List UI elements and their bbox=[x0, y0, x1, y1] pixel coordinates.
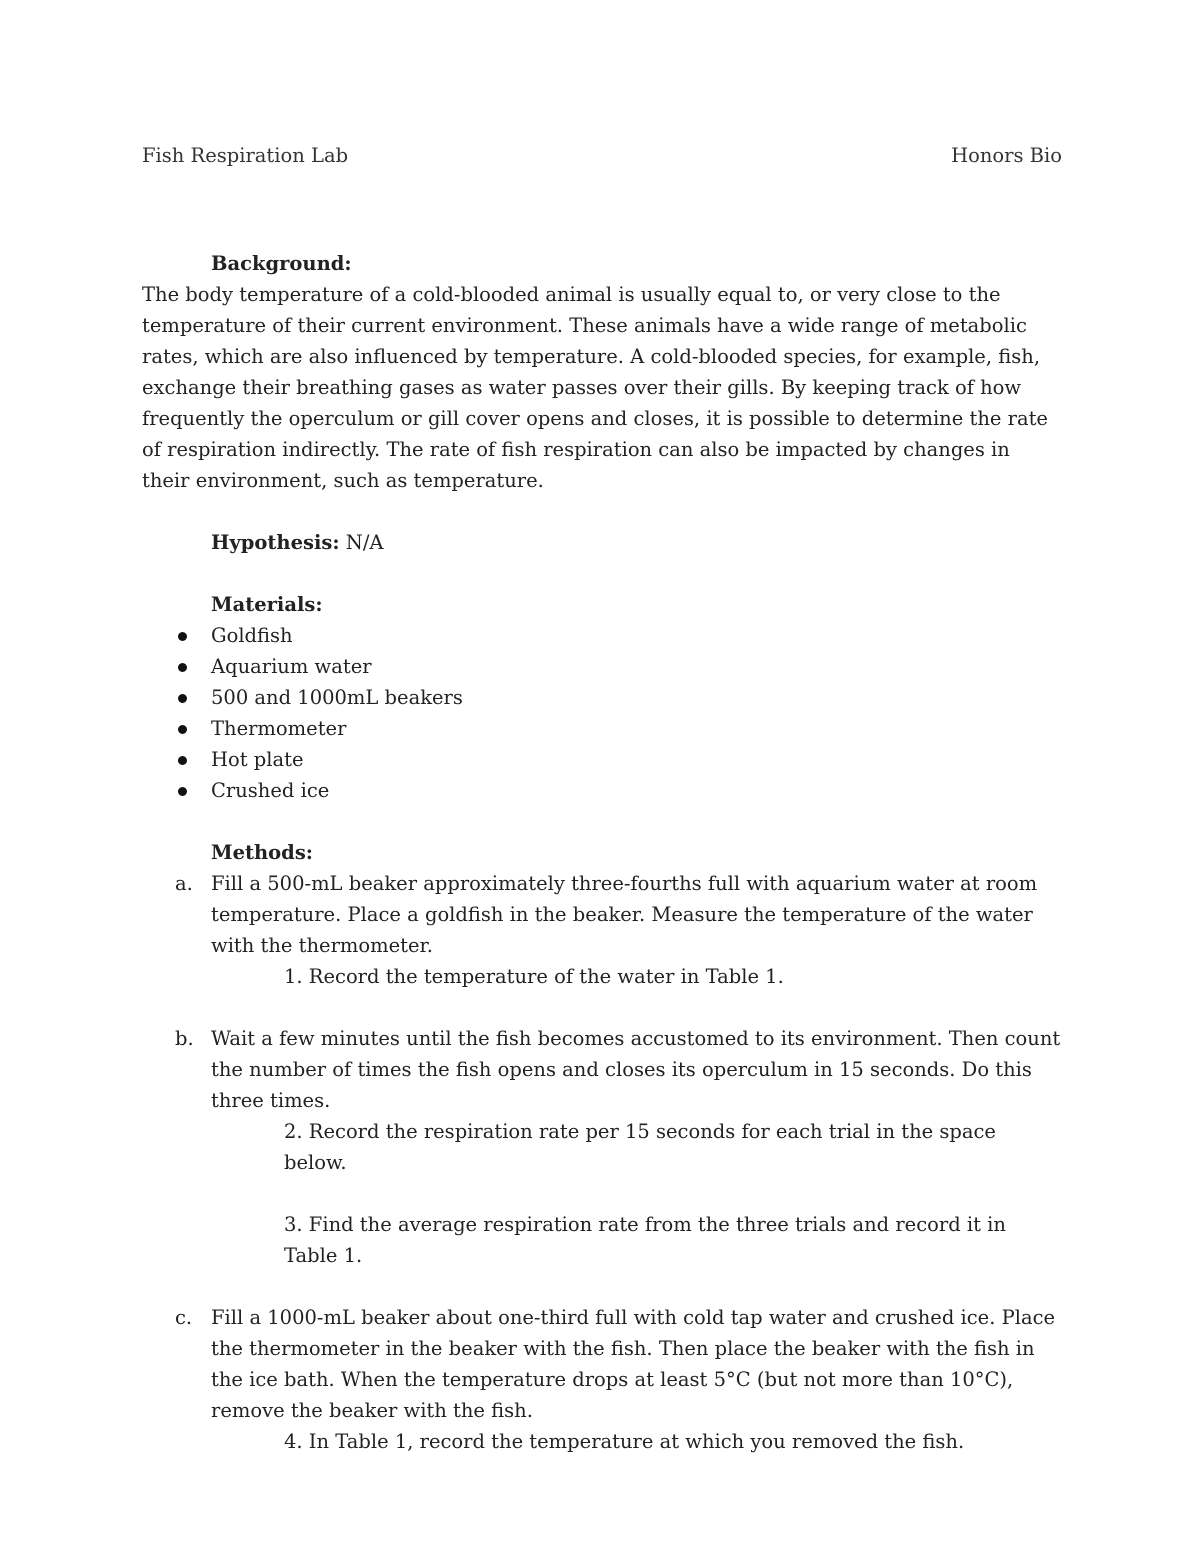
list-item: Goldfish bbox=[142, 620, 1062, 651]
methods-heading: Methods: bbox=[211, 841, 313, 864]
method-step-2: 2. Record the respiration rate per 15 seconds for each trial in the space below. bbox=[284, 1120, 996, 1174]
method-step-1: 1. Record the temperature of the water in Table 1. bbox=[284, 965, 784, 988]
method-a-text: Fill a 500-mL beaker approximately three-fourths full with aquarium water at room temperature. Place a goldfish in the beaker. Measure the temperature of the water with the thermometer. bbox=[211, 872, 1038, 957]
bullet-icon bbox=[178, 632, 187, 641]
bullet-icon bbox=[178, 787, 187, 796]
method-a bbox=[142, 868, 1062, 961]
bullet-icon bbox=[178, 694, 187, 703]
method-step-3: 3. Find the average respiration rate from the three trials and record it in Table 1. bbox=[284, 1213, 1006, 1267]
bullet-icon bbox=[178, 725, 187, 734]
page-header bbox=[142, 140, 1062, 171]
method-c bbox=[142, 1302, 1062, 1426]
method-a-letter: a. bbox=[175, 872, 193, 895]
list-item: Crushed ice bbox=[142, 775, 1062, 806]
list-item: Hot plate bbox=[142, 744, 1062, 775]
hypothesis-value: N/A bbox=[339, 531, 384, 554]
bullet-icon bbox=[178, 663, 187, 672]
method-c-letter: c. bbox=[175, 1306, 193, 1329]
method-c-text: Fill a 1000-mL beaker about one-third full with cold tap water and crushed ice. Place the thermometer in the beaker with the fish. Then place the beaker with the fish in the ice bath. When the temperature drops at least 5°C (but not more than 10°C), remove the beaker with the fish. bbox=[211, 1306, 1056, 1422]
bullet-icon bbox=[178, 756, 187, 765]
document-page bbox=[142, 140, 1062, 1457]
header-course: Honors Bio bbox=[951, 144, 1062, 167]
header-title: Fish Respiration Lab bbox=[142, 144, 349, 167]
hypothesis-line bbox=[211, 527, 1062, 558]
list-item: Thermometer bbox=[142, 713, 1062, 744]
list-item: Aquarium water bbox=[142, 651, 1062, 682]
hypothesis-heading: Hypothesis: bbox=[211, 531, 340, 554]
background-paragraph: The body temperature of a cold-blooded animal is usually equal to, or very close to the temperature of their current environment. These animals have a wide range of metabolic rates, which are also influenced by temperature. A cold-blooded species, for example, fish, exchange their breathing gases as water passes over their gills. By keeping track of how frequently the operculum or gill cover opens and closes, it is possible to determine the rate of respiration indirectly. The rate of fish respiration can also be impacted by changes in their environment, such as temperature. bbox=[142, 283, 1048, 492]
materials-heading: Materials: bbox=[211, 593, 323, 616]
list-item: 500 and 1000mL beakers bbox=[142, 682, 1062, 713]
background-heading: Background: bbox=[211, 252, 352, 275]
method-b bbox=[142, 1023, 1062, 1116]
materials-list bbox=[142, 620, 1062, 806]
method-step-4: 4. In Table 1, record the temperature at which you removed the fish. bbox=[284, 1430, 965, 1453]
method-b-letter: b. bbox=[175, 1027, 194, 1050]
method-b-text: Wait a few minutes until the fish becomes accustomed to its environment. Then count the number of times the fish opens and closes its operculum in 15 seconds. Do this three times. bbox=[211, 1027, 1061, 1112]
